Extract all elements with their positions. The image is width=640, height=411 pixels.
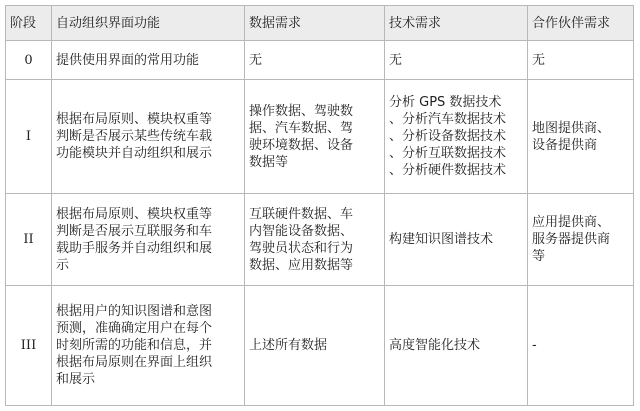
cell-line: 构建知识图谱技术 (389, 232, 494, 248)
cell-line: 数据等 (249, 154, 289, 170)
partners-cell (528, 286, 634, 406)
cell-line: 分析 GPS 数据技术 (389, 95, 502, 110)
cell-line: - (532, 338, 537, 354)
table-row (6, 286, 634, 406)
cell-line: 服务器提供商 (532, 232, 611, 248)
cell-line: 功能模块并自动组织和展示 (56, 146, 213, 161)
cell-line: 无 (532, 52, 546, 68)
requirements-table (5, 5, 634, 406)
cell-line: 等 (532, 249, 546, 265)
cell-line: 根据布局原则、模块权重等 (56, 206, 213, 222)
header-function: 自动组织界面功能 (52, 6, 245, 41)
stage-cell: II (6, 193, 52, 286)
partners-cell (528, 41, 634, 80)
partners-cell (528, 193, 634, 286)
tech-cell (385, 80, 528, 194)
header-data: 数据需求 (245, 6, 385, 41)
cell-line: 据、汽车数据、驾 (249, 120, 354, 136)
data-cell (245, 41, 385, 80)
cell-line: 判断是否展示某些传统车载 (56, 129, 213, 144)
cell-line: 、分析设备数据技术 (389, 129, 507, 144)
cell-line: 示 (56, 257, 70, 273)
cell-line: 操作数据、驾驶数 (249, 103, 354, 119)
stage-cell: III (6, 286, 52, 406)
cell-line: 无 (389, 52, 403, 68)
cell-line: 、分析互联数据技术 (389, 146, 507, 161)
function-cell (52, 193, 245, 286)
data-cell (245, 286, 385, 406)
header-stage: 阶段 (6, 6, 52, 41)
tech-cell (385, 41, 528, 80)
cell-line: 根据布局原则、模块权重等 (56, 112, 213, 127)
stage-cell: 0 (6, 41, 52, 80)
function-cell (52, 41, 245, 80)
data-cell (245, 193, 385, 286)
cell-line: 数据、应用数据等 (249, 257, 354, 273)
cell-line: 时刻所需的功能和信息，并 (56, 338, 213, 354)
cell-line: 和展示 (56, 372, 96, 388)
cell-line: 驶环境数据、设备 (249, 137, 354, 153)
cell-line: 高度智能化技术 (389, 338, 481, 354)
cell-line: 上述所有数据 (249, 338, 328, 354)
cell-line: 内智能设备数据、 (249, 223, 354, 239)
cell-line: 提供使用界面的常用功能 (56, 52, 200, 68)
cell-line: 载助手服务并自动组织和展 (56, 240, 213, 256)
table-row (6, 193, 634, 286)
cell-line: 、分析汽车数据技术 (389, 112, 507, 127)
cell-line: 预测，准确确定用户在每个 (56, 321, 213, 337)
tech-cell (385, 193, 528, 286)
cell-line: 互联硬件数据、车 (249, 206, 354, 222)
function-cell (52, 80, 245, 194)
header-row (6, 6, 634, 41)
partners-cell (528, 80, 634, 194)
cell-line: 无 (249, 52, 263, 68)
header-tech: 技术需求 (385, 6, 528, 41)
cell-line: 、分析硬件数据技术 (389, 163, 507, 178)
cell-line: 地图提供商、 (532, 120, 611, 136)
function-cell (52, 286, 245, 406)
cell-line: 驾驶员状态和行为 (249, 240, 354, 256)
data-cell (245, 80, 385, 194)
cell-line: 判断是否展示互联服务和车 (56, 223, 213, 239)
table-row (6, 80, 634, 194)
cell-line: 应用提供商、 (532, 215, 611, 231)
cell-line: 根据用户的知识图谱和意图 (56, 304, 213, 320)
stage-cell: I (6, 80, 52, 194)
cell-line: 根据布局原则在界面上组织 (56, 355, 213, 371)
tech-cell (385, 286, 528, 406)
table-row (6, 41, 634, 80)
header-partners: 合作伙伴需求 (528, 6, 634, 41)
cell-line: 设备提供商 (532, 137, 598, 153)
